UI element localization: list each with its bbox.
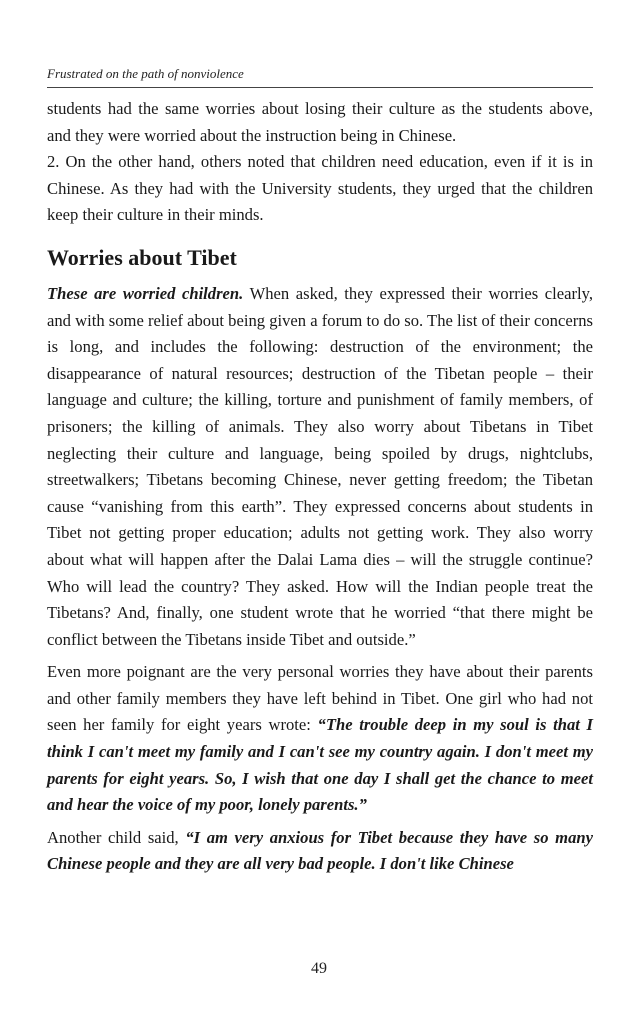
- paragraph-5: [47, 825, 593, 878]
- paragraph-2: 2. On the other hand, others noted that children need education, even if it is in Chinese. As they had with the University students, they urged that the children keep their culture in their minds.: [47, 152, 593, 225]
- paragraph-5-quote: “I am very anxious for Tibet because they have so many Chinese people and they are all very bad people. I don't like Chinese: [47, 827, 593, 874]
- paragraph-3: [47, 281, 593, 653]
- paragraph-4: [47, 659, 593, 819]
- section-heading: Worries about Tibet: [47, 244, 237, 270]
- paragraph-5-body: Another child said,: [47, 827, 186, 847]
- paragraph-1: students had the same worries about losing their culture as the students above, and they were worried about the instruction being in Chinese.: [47, 99, 593, 145]
- running-header: Frustrated on the path of nonviolence: [47, 66, 244, 81]
- paragraph-4-body: Even more poignant are the very personal worries they have about their parents and other family members they have left behind in Tibet. One girl who had not seen her family for eight years wrote:: [47, 662, 593, 735]
- page-number: 49: [311, 960, 327, 977]
- paragraph-3-body: When asked, they expressed their worries clearly, and with some relief about being given a forum to do so. The list of their concerns is long, and includes the following: destruction of the environment; the disappearance of natural resources; destruction of the Tibetan people – their language and culture; the killing, torture and punishment of family members, of prisoners; the killing of animals. They also worry about Tibetans in Tibet neglecting their culture and language, being spoiled by drugs, nightclubs, streetwalkers; Tibetans becoming Chinese, never getting freedom; the Tibetan cause “vanishing from this earth”. They expressed concerns about students in Tibet not getting proper education; adults not getting work. They also worry about what will happen after the Dalai Lama dies – will the struggle continue? Who will lead the country? They asked. How will the Indian people treat the Tibetans? And, finally, one student wrote that he worried “that there might be conflict between the Tibetans inside Tibet and outside.”: [47, 283, 594, 649]
- page-body: [47, 96, 593, 878]
- paragraph-3-lead-in: These are worried children.: [47, 283, 244, 303]
- paragraph-4-quote: “The trouble deep in my soul is that I think I can't meet my family and I can't see my country again. I don't meet my parents for eight years. So, I wish that one day I shall get the chance to meet and hear the voice of my poor, lonely parents.”: [47, 715, 593, 815]
- header-rule: [47, 87, 593, 88]
